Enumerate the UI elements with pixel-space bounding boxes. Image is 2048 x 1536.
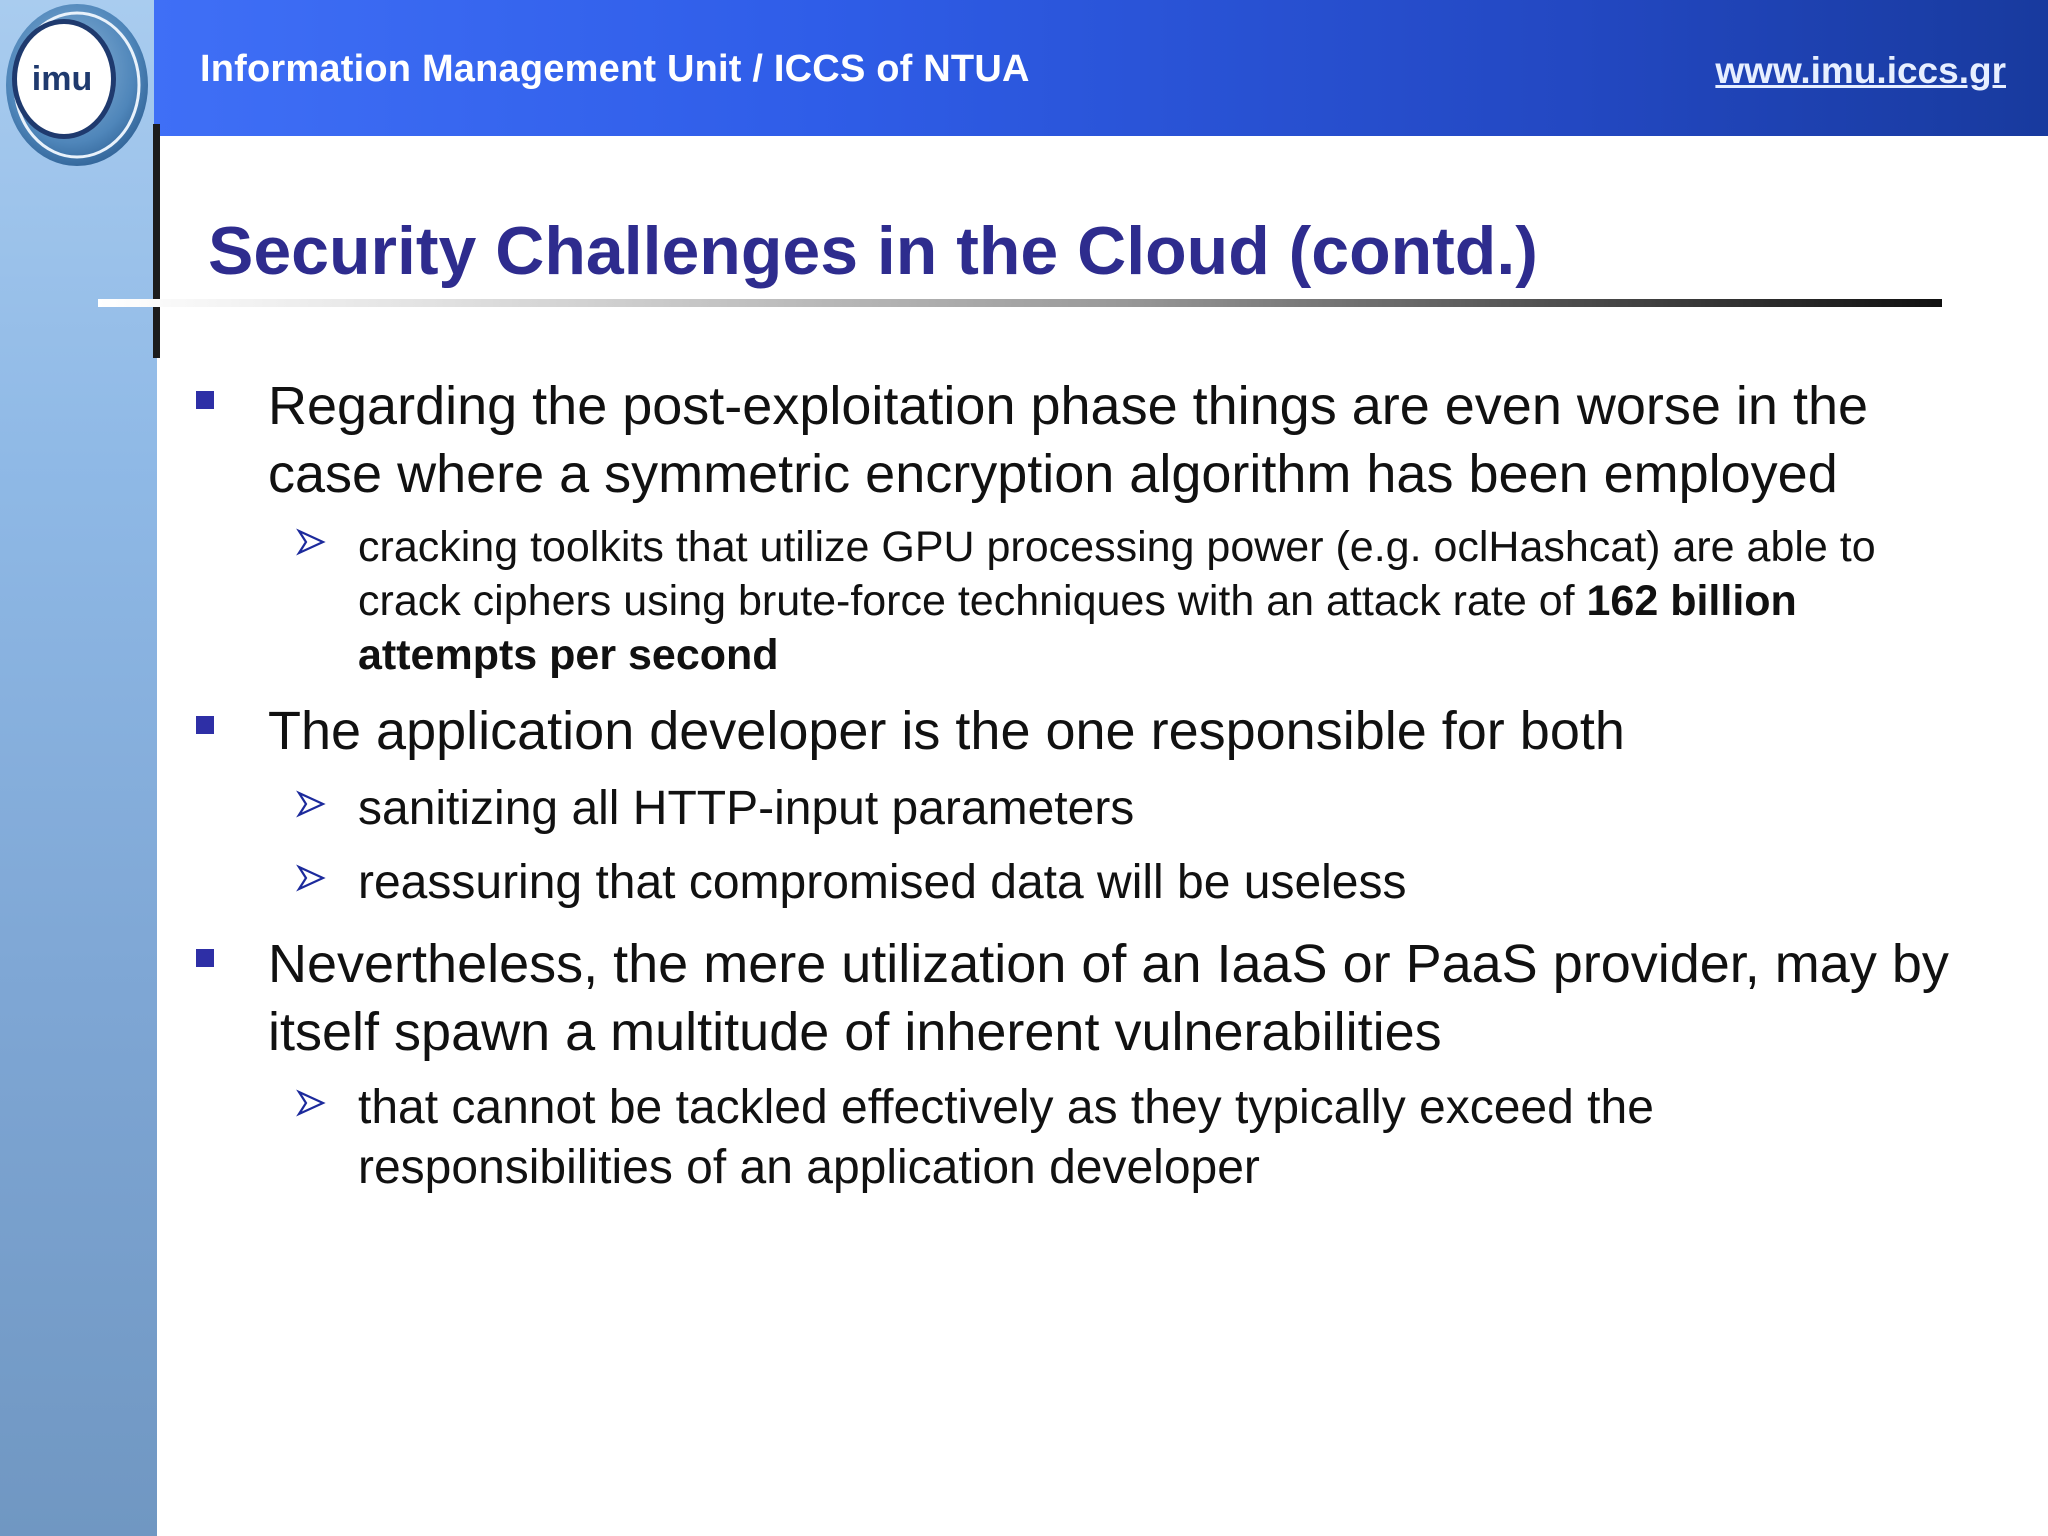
slide-title: Security Challenges in the Cloud (contd.) — [208, 213, 1538, 289]
bullet-1-sub-1 — [358, 520, 1978, 682]
arrow-bullet-icon — [296, 527, 326, 557]
header-url-link[interactable]: www.imu.iccs.gr — [1715, 50, 2006, 91]
header-title: Information Management Unit / ICCS of NTUA — [200, 48, 1030, 90]
title-vertical-rule — [153, 124, 160, 358]
bullet-2-text: The application developer is the one responsible for both — [268, 701, 1625, 761]
bullet-1-sub-1-bold: 162 billion attempts per second — [358, 577, 1797, 679]
square-bullet-icon — [196, 391, 214, 409]
header-banner — [154, 0, 2048, 136]
arrow-bullet-icon — [296, 789, 326, 819]
bullet-3-text: Nevertheless, the mere utilization of an IaaS or PaaS provider, may by itself spawn a multitude of inherent vulnerabilities — [268, 934, 1949, 1062]
arrow-bullet-icon — [296, 1088, 326, 1118]
square-bullet-icon — [196, 949, 214, 967]
imu-logo — [4, 2, 150, 168]
bullet-1-sub-1-text: cracking toolkits that utilize GPU processing power (e.g. oclHashcat) are able to crack ciphers using brute-force techniques with an attack rate of — [358, 523, 1876, 625]
logo-text: imu — [31, 60, 93, 98]
bullet-2-sub-2: reassuring that compromised data will be useless — [358, 856, 1407, 909]
bullet-2-sub-1: sanitizing all HTTP-input parameters — [358, 782, 1135, 835]
arrow-bullet-icon — [296, 863, 326, 893]
square-bullet-icon — [196, 716, 214, 734]
left-sidebar-band — [0, 0, 157, 1536]
title-underline — [98, 299, 1942, 307]
bullet-3-sub-1: that cannot be tackled effectively as they typically exceed the responsibilities of an application developer — [358, 1081, 1654, 1194]
bullet-1-text: Regarding the post-exploitation phase things are even worse in the case where a symmetric encryption algorithm has been employed — [268, 376, 1869, 504]
